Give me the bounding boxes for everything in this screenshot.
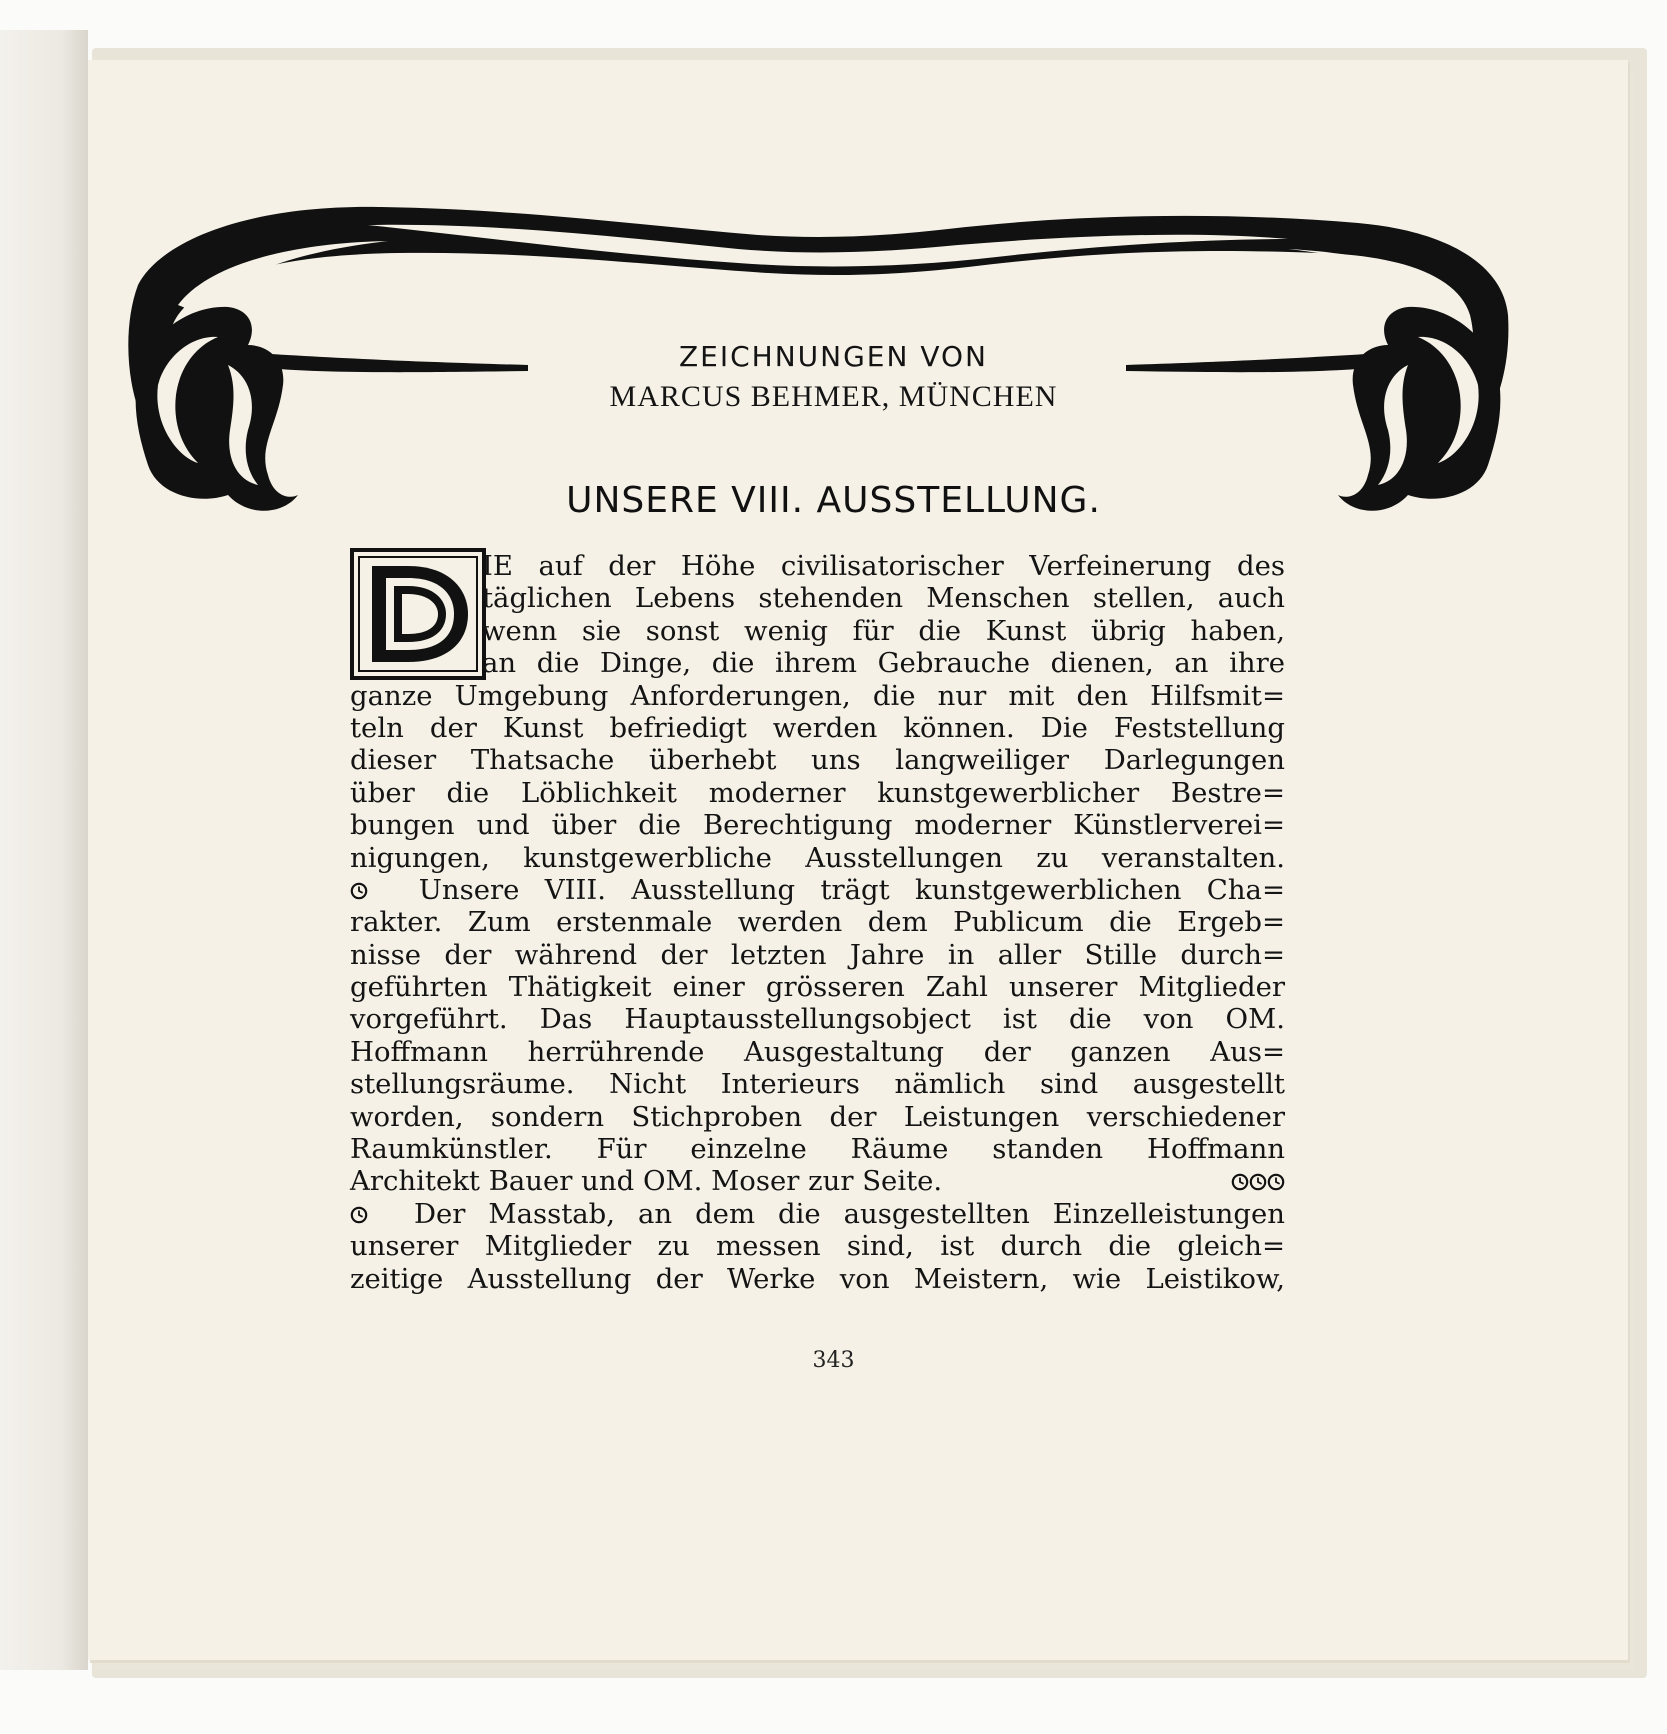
- text-line: Unsere VIII. Ausstellung trägt kunstgewerblichen Cha=: [418, 873, 1285, 906]
- text-line: täglichen Lebens stehenden Menschen stellen, auch: [482, 582, 1285, 615]
- page-number: 343: [812, 1348, 855, 1373]
- text-line: bungen und über die Berechtigung moderner Künstlerverei=: [350, 809, 1285, 842]
- article-title: UNSERE VIII. AUSSTELLUNG.: [566, 480, 1101, 521]
- text-line: nisse der während der letzten Jahre in aller Stille durch=: [350, 938, 1285, 971]
- text-line: dieser Thatsache überhebt uns langweiliger Darlegungen: [350, 744, 1285, 777]
- text-line: Der Masstab, an dem die ausgestellten Einzelleistungen: [413, 1197, 1285, 1230]
- text-line: wenn sie sonst wenig für die Kunst übrig haben,: [482, 614, 1285, 647]
- text-line-with-mark: [350, 874, 1285, 906]
- text-line: ganze Umgebung Anforderungen, die nur mit den Hilfsmit=: [350, 679, 1285, 712]
- text-line: zeitige Ausstellung der Werke von Meistern, wie Leistikow,: [350, 1262, 1285, 1295]
- header-line-2: MARCUS BEHMER, MÜNCHEN: [609, 380, 1058, 413]
- paragraph-mark-icon: [350, 1206, 368, 1224]
- end-ornament: [1231, 1165, 1285, 1197]
- left-page-edge: [0, 30, 88, 1670]
- paragraph-mark-icon: [1231, 1173, 1249, 1191]
- text-line: geführten Thätigkeit einer grösseren Zahl unserer Mitglieder: [350, 971, 1285, 1004]
- paragraph-mark-icon: [1249, 1173, 1267, 1191]
- text-line: über die Löblichkeit moderner kunstgewerblicher Bestre=: [350, 776, 1285, 809]
- paragraph-mark-icon: [1267, 1173, 1285, 1191]
- header-line-1: ZEICHNUNGEN VON: [678, 340, 988, 373]
- text-line: stellungsräume. Nicht Interieurs nämlich sind ausgestellt: [350, 1068, 1285, 1101]
- text-line: an die Dinge, die ihrem Gebrauche dienen, an ihre: [482, 647, 1285, 680]
- text-line: teln der Kunst befriedigt werden können. Die Feststellung: [350, 711, 1285, 744]
- text-line: Hoffmann herrührende Ausgestaltung der ganzen Aus=: [350, 1035, 1285, 1068]
- text-line: Raumkünstler. Für einzelne Räume standen Hoffmann: [350, 1133, 1285, 1166]
- text-line: Architekt Bauer und OM. Moser zur Seite.: [350, 1165, 943, 1198]
- text-line-with-mark: [350, 1198, 1285, 1230]
- text-line-with-end-marks: [350, 1165, 1285, 1197]
- text-line: IE auf der Höhe civilisatorischer Verfeinerung des: [482, 550, 1285, 582]
- text-line: rakter. Zum erstenmale werden dem Publicum die Ergeb=: [350, 906, 1285, 939]
- text-line: nigungen, kunstgewerbliche Ausstellungen zu veranstalten.: [350, 841, 1285, 874]
- text-line: vorgeführt. Das Hauptausstellungsobject ist die von OM.: [350, 1003, 1285, 1036]
- text-line: unserer Mitglieder zu messen sind, ist durch die gleich=: [350, 1230, 1285, 1263]
- text-line: worden, sondern Stichproben der Leistungen verschiedener: [350, 1100, 1285, 1133]
- body-text: [350, 550, 1285, 1295]
- paragraph-mark-icon: [350, 882, 368, 900]
